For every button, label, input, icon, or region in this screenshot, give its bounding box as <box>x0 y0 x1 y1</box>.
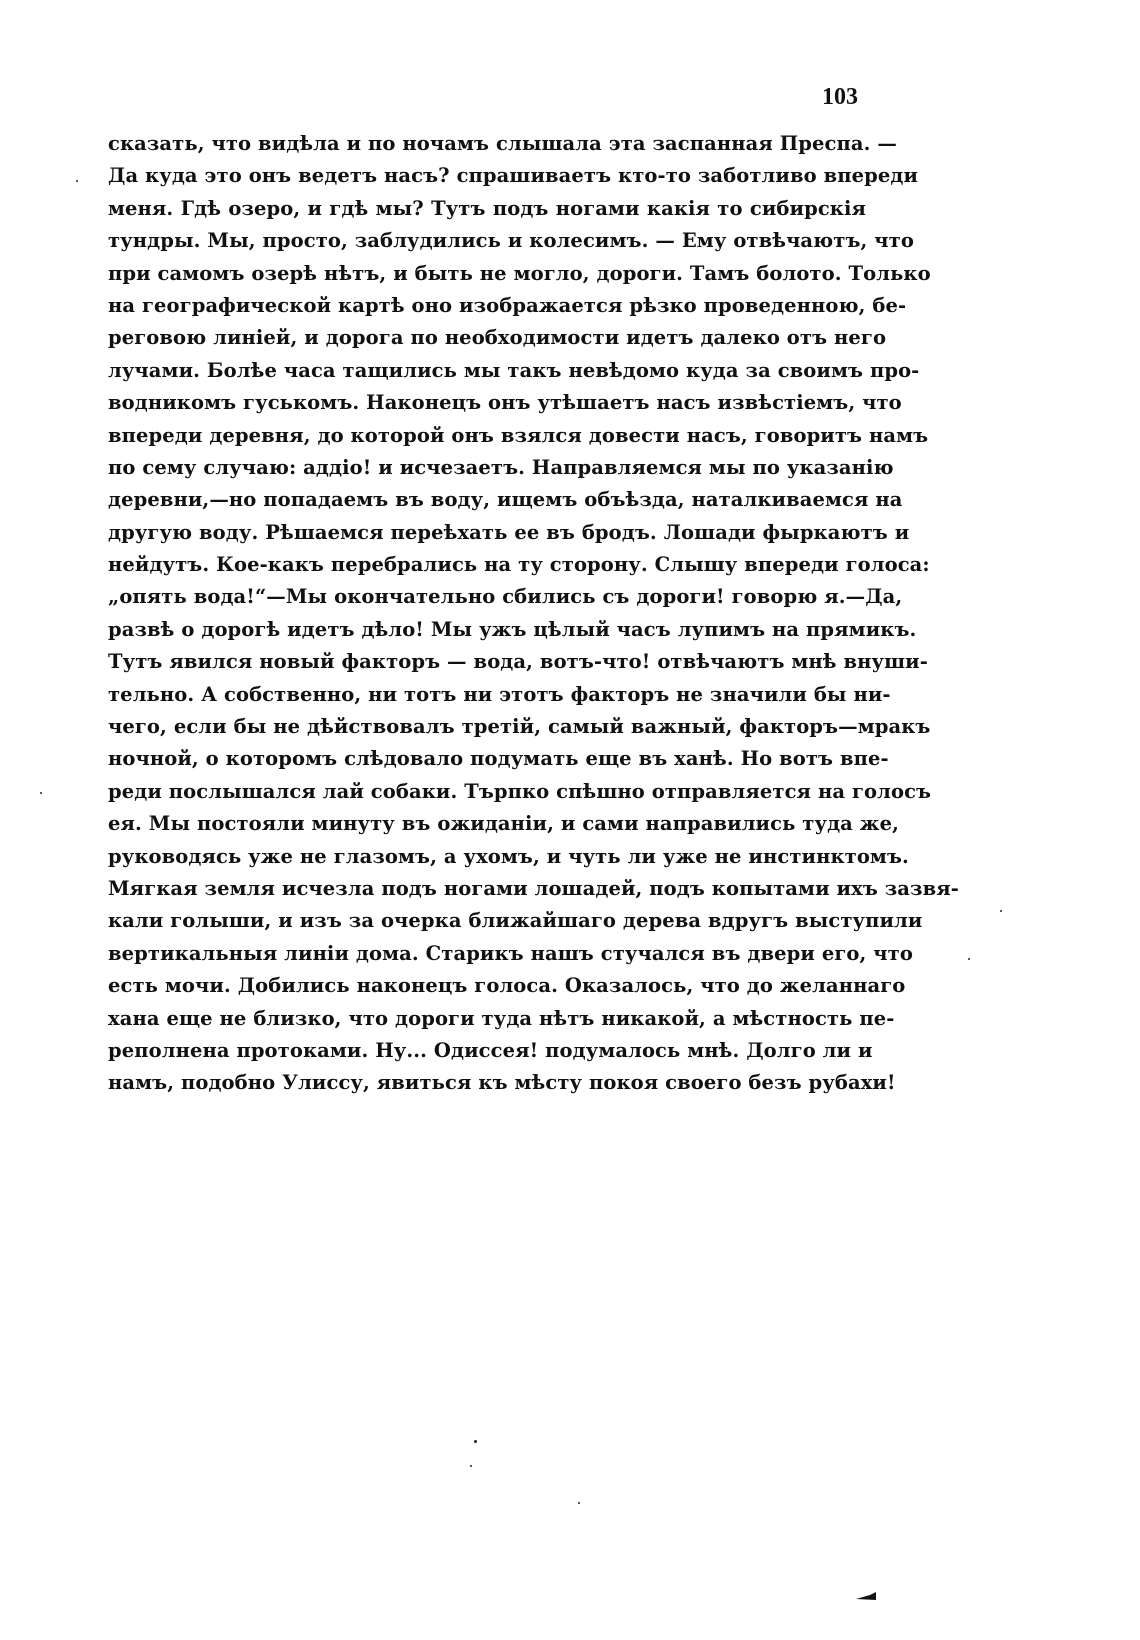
text-line: вертикальныя линіи дома. Старикъ нашъ стучался въ двери его, что <box>108 941 913 965</box>
text-line: тельно. А собственно, ни тотъ ни этотъ факторъ не значили бы ни- <box>108 682 891 706</box>
text-line: Мягкая земля исчезла подъ ногами лошадей, подъ копытами ихъ зазвя- <box>108 876 959 900</box>
text-line: ея. Мы постояли минуту въ ожиданіи, и сами направились туда же, <box>108 812 899 836</box>
text-line: кали голыши, и изъ за очерка ближайшаго дерева вдругъ выступили <box>108 909 923 933</box>
corner-mark-icon <box>856 1592 876 1600</box>
text-line: сказать, что видѣла и по ночамъ слышала эта заспанная Преспа. — <box>108 132 897 155</box>
text-line: меня. Гдѣ озеро, и гдѣ мы? Тутъ подъ ногами какія то сибирскія <box>108 196 866 220</box>
text-line: руководясь уже не глазомъ, а ухомъ, и чуть ли уже не инстинктомъ. <box>108 844 909 868</box>
text-line: другую воду. Рѣшаемся переѣхать ее въ бродъ. Лошади фыркаютъ и <box>108 520 910 544</box>
text-line: нейдутъ. Кое-какъ перебрались на ту сторону. Слышу впереди голоса: <box>108 553 930 577</box>
scan-speck <box>578 1502 580 1504</box>
text-line: „опять вода!“—Мы окончательно сбились съ дороги! говорю я.—Да, <box>108 585 903 609</box>
text-line: Тутъ явился новый факторъ — вода, вотъ-что! отвѣчаютъ мнѣ внуши- <box>108 650 928 674</box>
text-line: развѣ о дорогѣ идетъ дѣло! Мы ужъ цѣлый часъ лупимъ на прямикъ. <box>108 617 917 641</box>
text-line: ночной, о которомъ слѣдовало подумать еще въ ханѣ. Но вотъ впе- <box>108 747 889 771</box>
text-line: реди послышался лай собаки. Търпко спѣшно отправляется на голосъ <box>108 779 932 803</box>
text-line: есть мочи. Добились наконецъ голоса. Оказалось, что до желаннаго <box>108 974 906 998</box>
text-line: водникомъ гуськомъ. Наконецъ онъ утѣшаетъ насъ извѣстіемъ, что <box>108 391 902 415</box>
scan-speck <box>474 1440 477 1443</box>
scan-speck <box>40 792 42 794</box>
text-line: Да куда это онъ ведетъ насъ? спрашиваетъ кто-то заботливо впереди <box>108 164 919 188</box>
text-line: впереди деревня, до которой онъ взялся довести насъ, говоритъ намъ <box>108 423 929 447</box>
text-line: на географической картѣ оно изображается рѣзко проведенною, бе- <box>108 293 907 317</box>
text-line: хана еще не близко, что дороги туда нѣтъ никакой, а мѣстность пе- <box>108 1006 895 1030</box>
text-line: при самомъ озерѣ нѣтъ, и быть не могло, дороги. Тамъ болото. Только <box>108 261 931 285</box>
scan-speck <box>76 180 78 182</box>
text-line: реполнена протоками. Ну... Одиссея! подумалось мнѣ. Долго ли и <box>108 1038 873 1062</box>
scan-speck <box>1000 910 1002 912</box>
body-text <box>108 128 959 1100</box>
text-line: деревни,—но попадаемъ въ воду, ищемъ объѣзда, наталкиваемся на <box>108 488 903 512</box>
scan-speck <box>470 1465 472 1467</box>
text-line: тундры. Мы, просто, заблудились и колесимъ. — Ему отвѣчаютъ, что <box>108 229 914 253</box>
text-line: лучами. Болѣе часа тащились мы такъ невѣдомо куда за своимъ про- <box>108 358 920 382</box>
scan-speck <box>968 958 970 960</box>
text-line: реговою линіей, и дорога по необходимости идетъ далеко отъ него <box>108 326 887 350</box>
text-line: по сему случаю: аддіо! и исчезаетъ. Направляемся мы по указанію <box>108 455 894 479</box>
text-line: чего, если бы не дѣйствовалъ третій, самый важный, факторъ—мракъ <box>108 715 931 739</box>
page-number: 103 <box>822 84 858 110</box>
text-line: намъ, подобно Улиссу, явиться къ мѣсту покоя своего безъ рубахи! <box>108 1071 896 1095</box>
